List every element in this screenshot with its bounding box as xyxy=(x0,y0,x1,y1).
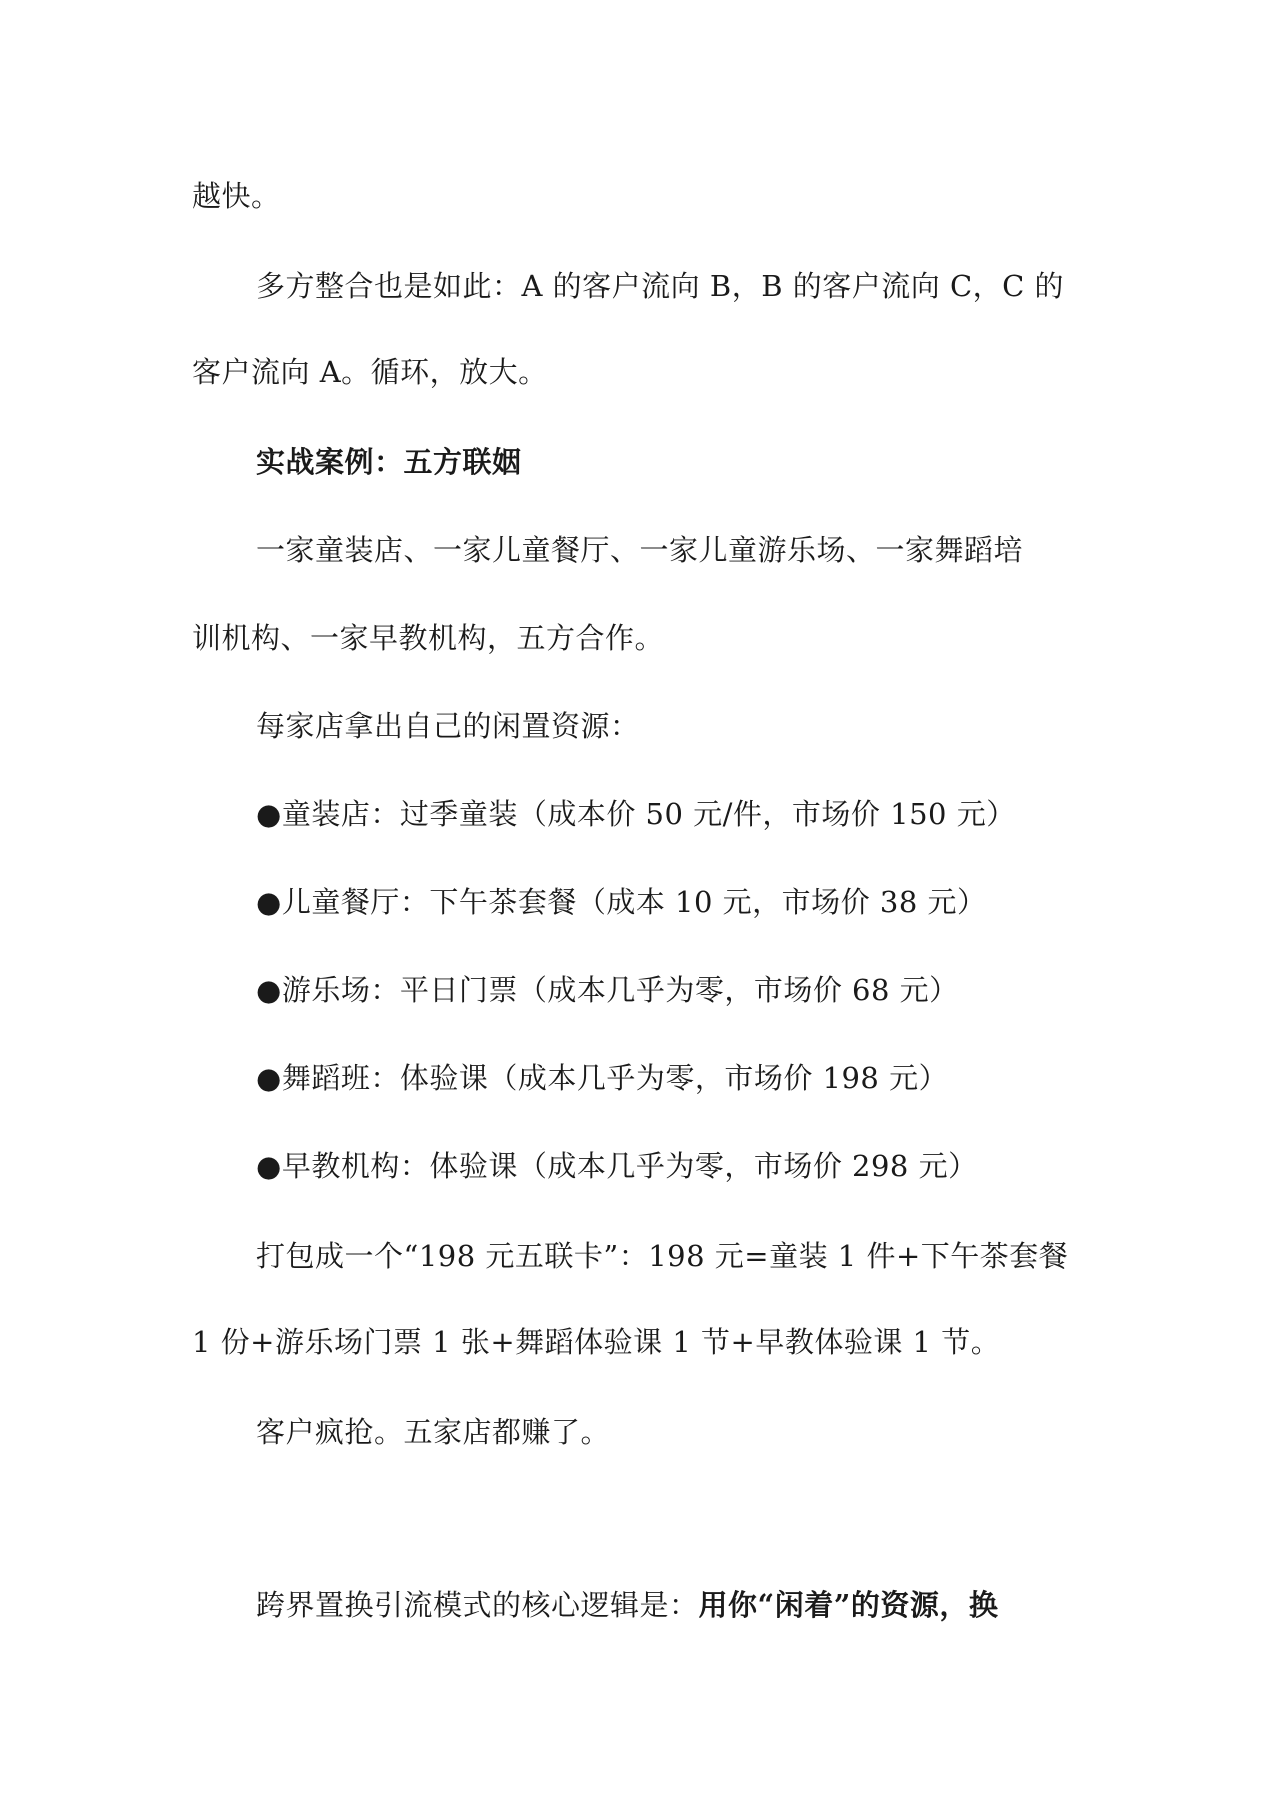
paragraph-line: 1 份+游乐场门票 1 张+舞蹈体验课 1 节+早教体验课 1 节。 xyxy=(192,1325,1001,1359)
paragraph-text: 跨界置换引流模式的核心逻辑是： xyxy=(256,1588,699,1622)
paragraph-line: 客户疯抢。五家店都赚了。 xyxy=(256,1415,611,1449)
paragraph-line: 训机构、一家早教机构，五方合作。 xyxy=(192,621,665,655)
bullet-icon: ● xyxy=(256,797,282,831)
list-item xyxy=(256,794,1016,834)
bullet-icon: ● xyxy=(256,973,282,1007)
list-item-text: 游乐场：平日门票（成本几乎为零，市场价 68 元） xyxy=(281,973,959,1007)
paragraph-line: 多方整合也是如此：A 的客户流向 B，B 的客户流向 C，C 的 xyxy=(256,269,1065,303)
paragraph-line: 越快。 xyxy=(192,179,281,213)
paragraph-line: 客户流向 A。循环，放大。 xyxy=(192,355,548,389)
emphasis-text: 用你“闲着”的资源，换 xyxy=(698,1588,999,1622)
list-item xyxy=(256,970,959,1010)
bullet-icon: ● xyxy=(256,1061,282,1095)
list-item xyxy=(256,1058,948,1098)
list-item-text: 早教机构：体验课（成本几乎为零，市场价 298 元） xyxy=(281,1149,978,1183)
paragraph-line: 打包成一个“198 元五联卡”：198 元=童装 1 件+下午茶套餐 xyxy=(256,1239,1069,1273)
bullet-icon: ● xyxy=(256,885,282,919)
section-heading: 实战案例：五方联姻 xyxy=(256,445,522,479)
list-item-text: 童装店：过季童装（成本价 50 元/件，市场价 150 元） xyxy=(281,797,1016,831)
paragraph-line xyxy=(256,1585,998,1625)
paragraph-line: 一家童装店、一家儿童餐厅、一家儿童游乐场、一家舞蹈培 xyxy=(256,533,1024,567)
list-item-text: 舞蹈班：体验课（成本几乎为零，市场价 198 元） xyxy=(281,1061,949,1095)
list-item-text: 儿童餐厅：下午茶套餐（成本 10 元，市场价 38 元） xyxy=(281,885,987,919)
list-item xyxy=(256,882,987,922)
list-item xyxy=(256,1146,978,1186)
paragraph-line: 每家店拿出自己的闲置资源： xyxy=(256,709,640,743)
bullet-icon: ● xyxy=(256,1149,282,1183)
